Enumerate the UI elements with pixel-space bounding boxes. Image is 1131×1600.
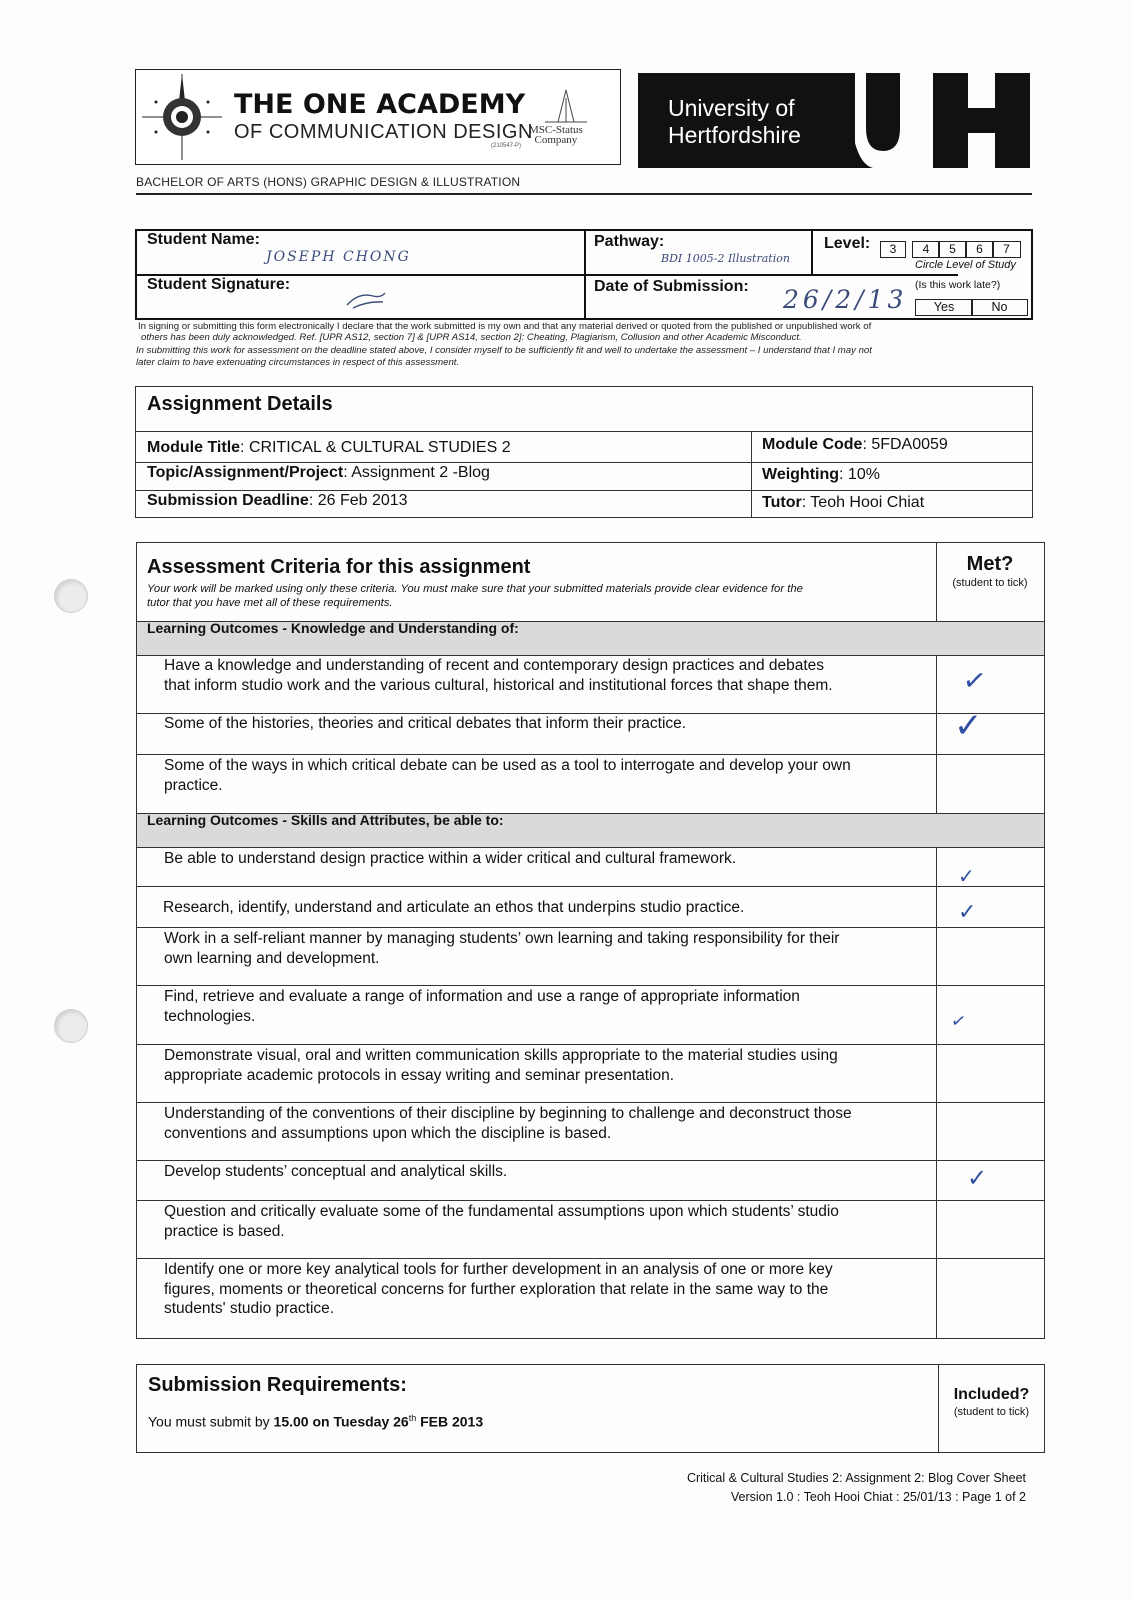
declaration-line-2: others has been duly acknowledged. Ref. [UPR AS12, section 7] & [UPR AS14, section 2]: Cheating, Plagiarism, Collusion and other Academic Misconduct. xyxy=(141,332,802,343)
academy-name: THE ONE ACADEMY xyxy=(234,89,526,120)
student-signature[interactable] xyxy=(345,289,390,311)
tick-s4[interactable]: ✓ xyxy=(949,1009,968,1034)
criteria-intro-line2: tutor that you have met all of these requirements. xyxy=(147,597,393,609)
criterion-s9-line3: students' studio practice. xyxy=(164,1300,335,1317)
criterion-s1 xyxy=(164,849,736,869)
punch-hole-top xyxy=(54,579,88,613)
msc-line2: Company xyxy=(534,134,578,146)
level-option-3[interactable]: 3 xyxy=(880,241,906,258)
module-code-value: : 5FDA0059 xyxy=(862,436,948,453)
criterion-k3-line1: Some of the ways in which critical debate can be used as a tool to interrogate and develop your own xyxy=(164,757,851,774)
module-code-label: Module Code xyxy=(762,436,863,453)
row-line xyxy=(137,754,1044,755)
row-line xyxy=(137,985,1044,986)
criterion-s9-line1: Identify one or more key analytical tools for further development in an analysis of one or more key xyxy=(164,1261,833,1278)
criterion-s9 xyxy=(164,1260,833,1319)
met-column-note: (student to tick) xyxy=(952,577,1028,589)
included-column-note: (student to tick) xyxy=(953,1406,1030,1418)
tick-s2[interactable]: ✓ xyxy=(958,900,977,925)
module-title-label: Module Title xyxy=(147,439,241,456)
row-line xyxy=(137,927,1044,928)
deadline-value: : 26 Feb 2013 xyxy=(308,492,408,509)
footer-line-1: Critical & Cultural Studies 2: Assignment 2: Blog Cover Sheet xyxy=(686,1471,1026,1485)
tick-s7[interactable]: ✓ xyxy=(967,1164,988,1192)
msc-line1: MSC-Status xyxy=(529,124,583,136)
row-line xyxy=(137,1044,1044,1045)
university-name-line1: University of xyxy=(668,95,795,121)
criterion-s3-line2: own learning and development. xyxy=(164,949,380,967)
msc-status-label xyxy=(529,125,583,145)
met-column-header: Met? xyxy=(966,553,1014,575)
module-title-value: : CRITICAL & CULTURAL STUDIES 2 xyxy=(240,439,511,456)
late-question: (Is this work late?) xyxy=(915,279,1001,291)
row-line xyxy=(137,1102,1044,1103)
criterion-s5-line2: appropriate academic protocols in essay writing and seminar presentation. xyxy=(164,1066,675,1084)
criterion-s3-line1: Work in a self-reliant manner by managing students’ own learning and taking responsibility for their xyxy=(164,930,840,947)
met-s5-cell[interactable] xyxy=(960,1058,1020,1088)
criterion-s8-line2: practice is based. xyxy=(164,1222,285,1240)
declaration-line-3: In submitting this work for assessment on the deadline stated above, I consider myself to be sufficiently fit and well to undertake the assessment – I understand that I may not xyxy=(136,345,872,356)
criterion-s6-line1: Understanding of the conventions of their discipline by beginning to challenge and deconstruct those xyxy=(164,1105,852,1122)
topic-label: Topic/Assignment/Project xyxy=(147,464,344,481)
ad-col-divider xyxy=(751,431,752,518)
tutor xyxy=(762,494,924,512)
tutor-label: Tutor xyxy=(762,494,802,511)
row-line xyxy=(137,1160,1044,1161)
submission-requirements-heading: Submission Requirements: xyxy=(148,1374,407,1396)
criterion-s4-line2: technologies. xyxy=(164,1007,256,1025)
tick-k1[interactable]: ✓ xyxy=(960,662,989,699)
ad-divider-1 xyxy=(135,431,1033,432)
met-s6-cell[interactable] xyxy=(960,1116,1020,1146)
tick-k2[interactable]: ✓ xyxy=(954,706,983,746)
criterion-s6-line2: conventions and assumptions upon which the discipline is based. xyxy=(164,1124,612,1142)
criterion-k2-line1: Some of the histories, theories and critical debates that inform their practice. xyxy=(164,715,687,732)
ad-divider-2 xyxy=(135,462,1033,463)
knowledge-section-label: Learning Outcomes - Knowledge and Understanding of: xyxy=(147,620,519,636)
criteria-heading: Assessment Criteria for this assignment xyxy=(147,556,531,578)
compass-logo-icon xyxy=(142,72,222,162)
row-line xyxy=(137,1200,1044,1201)
row-line xyxy=(137,847,1044,848)
topic xyxy=(147,464,490,482)
assignment-details-heading: Assignment Details xyxy=(147,393,333,415)
topic-value: : Assignment 2 -Blog xyxy=(343,464,490,481)
criterion-s5-line1: Demonstrate visual, oral and written communication skills appropriate to the material studies using xyxy=(164,1047,838,1064)
criteria-intro-line1: Your work will be marked using only these criteria. You must make sure that your submitted materials provide clear evidence for the xyxy=(147,583,803,595)
criterion-k1 xyxy=(164,656,833,695)
level-label: Level: xyxy=(824,235,871,252)
included-column-header: Included? xyxy=(953,1386,1030,1403)
criterion-k1-line1: Have a knowledge and understanding of recent and contemporary design practices and debates xyxy=(164,657,825,674)
submission-deadline xyxy=(147,492,408,510)
met-s9-cell[interactable] xyxy=(960,1280,1020,1310)
submission-text-bold2: FEB 2013 xyxy=(416,1413,484,1430)
criterion-s1-line1: Be able to understand design practice within a wider critical and cultural framework. xyxy=(164,850,737,867)
criterion-s8 xyxy=(164,1202,839,1241)
academy-registration: (210547-P) xyxy=(491,143,522,149)
date-of-submission-label: Date of Submission: xyxy=(594,278,749,295)
late-no-option[interactable]: No xyxy=(971,299,1028,316)
met-s3-cell[interactable] xyxy=(960,940,1020,970)
criterion-s7 xyxy=(164,1162,507,1182)
weighting xyxy=(762,466,880,484)
criterion-s7-line1: Develop students’ conceptual and analytical skills. xyxy=(164,1163,508,1180)
criterion-s3 xyxy=(164,929,839,968)
info-col-divider xyxy=(584,229,586,320)
criterion-s9-line2: figures, moments or theoretical concerns for further exploration that relate in the same way to the xyxy=(164,1280,829,1298)
submission-text-bold: 15.00 on Tuesday 26 xyxy=(273,1413,409,1430)
row-line xyxy=(137,1258,1044,1259)
criterion-k2 xyxy=(164,714,686,734)
student-name-value[interactable]: JOSEPH CHONG xyxy=(266,249,411,265)
module-title xyxy=(147,439,511,457)
declaration-line-1: In signing or submitting this form electronically I declare that the work submitted is my own and that any material derived or quoted from the published or unpublished work of xyxy=(138,321,872,332)
degree-title: BACHELOR OF ARTS (HONS) GRAPHIC DESIGN & ILLUSTRATION xyxy=(136,175,521,189)
tutor-value: : Teoh Hooi Chiat xyxy=(801,494,925,511)
criterion-k3 xyxy=(164,756,851,795)
criterion-k1-line2: that inform studio work and the various cultural, historical and institutional forces that shape them. xyxy=(164,676,833,694)
level-option-7[interactable]: 7 xyxy=(992,241,1021,258)
info-col-divider-level xyxy=(811,229,813,276)
academy-logo-box xyxy=(135,69,621,165)
criterion-s2 xyxy=(163,898,744,918)
criterion-s5 xyxy=(164,1046,838,1085)
weighting-label: Weighting xyxy=(762,466,840,483)
submission-text-sup: th xyxy=(408,1413,417,1423)
criterion-s6 xyxy=(164,1104,852,1143)
weighting-value: : 10% xyxy=(839,466,880,483)
met-s8-cell[interactable] xyxy=(960,1214,1020,1244)
submission-text-prefix: You must submit by xyxy=(148,1413,274,1430)
student-signature-label: Student Signature: xyxy=(147,276,291,293)
university-name-line2: Hertfordshire xyxy=(668,122,801,148)
level-option-5[interactable]: 5 xyxy=(938,241,967,258)
late-yes-option[interactable]: Yes xyxy=(915,299,973,316)
header-divider xyxy=(136,193,1032,195)
criterion-s8-line1: Question and critically evaluate some of the fundamental assumptions upon which students’ studio xyxy=(164,1203,839,1220)
student-name-label: Student Name: xyxy=(147,231,260,248)
criterion-s4-line1: Find, retrieve and evaluate a range of information and use a range of appropriate information xyxy=(164,988,800,1005)
deadline-label: Submission Deadline xyxy=(147,492,309,509)
punch-hole-bottom xyxy=(54,1009,88,1043)
skills-section-label: Learning Outcomes - Skills and Attributes, be able to: xyxy=(147,812,504,828)
pathway-value[interactable]: BDI 1005-2 Illustration xyxy=(661,252,790,265)
met-k3-cell[interactable] xyxy=(960,768,1020,798)
level-option-6[interactable]: 6 xyxy=(965,241,994,258)
academy-subtitle: OF COMMUNICATION DESIGN xyxy=(234,121,533,143)
date-of-submission-value[interactable]: 26/2/13 xyxy=(783,285,908,314)
criterion-k3-line2: practice. xyxy=(164,776,223,794)
row-line xyxy=(137,886,1044,887)
met-col-divider-bottom xyxy=(936,847,937,1338)
msc-status-icon xyxy=(541,88,591,124)
ad-divider-3 xyxy=(135,490,1033,491)
met-col-divider-mid xyxy=(936,655,937,813)
declaration-line-4: later claim to have extenuating circumstances in respect of this assessment. xyxy=(136,357,460,368)
circle-level-note: Circle Level of Study xyxy=(915,259,1016,271)
footer-line-2: Version 1.0 : Teoh Hooi Chiat : 25/01/13 : Page 1 of 2 xyxy=(730,1490,1026,1504)
pathway-label: Pathway: xyxy=(594,233,665,250)
tick-s1[interactable]: ✓ xyxy=(958,864,975,888)
criterion-s2-line1: Research, identify, understand and articulate an ethos that underpins studio practice. xyxy=(163,899,745,916)
level-option-4[interactable]: 4 xyxy=(912,241,940,258)
submission-deadline-text xyxy=(148,1413,483,1430)
module-code xyxy=(762,436,948,454)
criterion-s4 xyxy=(164,987,800,1026)
uh-monogram-icon xyxy=(855,73,1035,173)
